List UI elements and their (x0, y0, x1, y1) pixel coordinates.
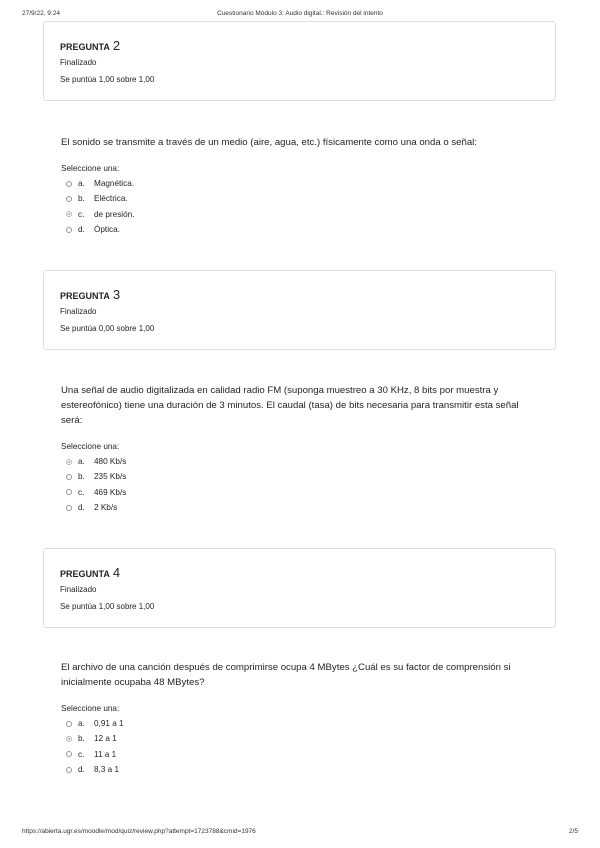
question-content (61, 135, 531, 237)
answer-letter: c. (78, 209, 85, 219)
print-document-title: Cuestionario Módulo 3: Audio digital.: Revisión del intento (217, 10, 383, 17)
answer-label: de presión. (94, 209, 135, 219)
radio-button[interactable] (66, 227, 72, 233)
print-url: https://abierta.ugr.es/moodle/mod/quiz/review.php?attempt=1723788&cmid=1976 (22, 828, 256, 835)
question-grade: Se puntúa 0,00 sobre 1,00 (60, 324, 155, 333)
answer-label: 2 Kb/s (94, 503, 118, 513)
answer-letter: b. (78, 734, 85, 744)
answer-label: Eléctrica. (94, 194, 128, 204)
answer-letter: c. (78, 749, 85, 759)
answer-letter: a. (78, 719, 85, 729)
answer-option[interactable] (61, 762, 531, 777)
question-text: El sonido se transmite a través de un medio (aire, agua, etc.) físicamente como una onda o señal: (61, 137, 477, 148)
answer-letter: d. (78, 225, 85, 235)
radio-button[interactable] (66, 474, 72, 480)
answer-option[interactable] (61, 176, 531, 191)
question-state: Finalizado (60, 585, 97, 594)
answer-letter: a. (78, 457, 85, 467)
question-info-card (43, 21, 556, 101)
page-number: 2/5 (568, 828, 578, 835)
answer-option[interactable] (61, 716, 531, 731)
answer-option[interactable] (61, 731, 531, 746)
answer-letter: a. (78, 179, 85, 189)
print-footer (22, 828, 578, 840)
answer-label: Óptica. (94, 225, 120, 235)
question-grade: Se puntúa 1,00 sobre 1,00 (60, 75, 155, 84)
answer-label: Magnética. (94, 179, 135, 189)
answer-option[interactable] (61, 469, 531, 484)
answer-option[interactable] (61, 207, 531, 222)
radio-button[interactable] (66, 181, 72, 187)
question-state: Finalizado (60, 58, 97, 67)
radio-button[interactable] (66, 196, 72, 202)
question-number: PREGUNTA 4 (60, 565, 121, 580)
answer-option[interactable] (61, 500, 531, 515)
radio-button-selected[interactable] (66, 736, 72, 742)
answer-letter: d. (78, 503, 85, 513)
question-content (61, 383, 531, 515)
answer-label: 480 Kb/s (94, 457, 127, 467)
radio-button[interactable] (66, 505, 72, 511)
answer-option[interactable] (61, 747, 531, 762)
question-content (61, 660, 531, 777)
radio-button[interactable] (66, 767, 72, 773)
answer-letter: b. (78, 472, 85, 482)
answer-option[interactable] (61, 454, 531, 469)
answer-label: 11 a 1 (94, 749, 117, 759)
answer-option[interactable] (61, 485, 531, 500)
answer-prompt: Seleccione una: (61, 164, 120, 173)
question-grade: Se puntúa 1,00 sobre 1,00 (60, 602, 155, 611)
answer-label: 8,3 a 1 (94, 765, 120, 775)
answer-label: 469 Kb/s (94, 487, 127, 497)
radio-button-selected[interactable] (66, 211, 72, 217)
question-number: PREGUNTA 3 (60, 287, 121, 302)
answer-prompt: Seleccione una: (61, 704, 120, 713)
answer-option[interactable] (61, 222, 531, 237)
answer-letter: d. (78, 765, 85, 775)
answer-label: 235 Kb/s (94, 472, 127, 482)
question-state: Finalizado (60, 307, 97, 316)
question-info-card (43, 548, 556, 628)
question-info-card (43, 270, 556, 350)
question-text: Una señal de audio digitalizada en calidad radio FM (suponga muestreo a 30 KHz, 8 bits por muestra y estereofónico) tiene una duración de 3 minutos. El caudal (tasa) de bits necesaria para transmitir esta señal será: (61, 385, 519, 426)
question-number: PREGUNTA 2 (60, 38, 121, 53)
answer-option[interactable] (61, 191, 531, 206)
radio-button[interactable] (66, 751, 72, 757)
answer-letter: c. (78, 487, 85, 497)
answer-letter: b. (78, 194, 85, 204)
radio-button[interactable] (66, 489, 72, 495)
radio-button[interactable] (66, 721, 72, 727)
answer-prompt: Seleccione una: (61, 442, 120, 451)
question-text: El archivo de una canción después de comprimirse ocupa 4 MBytes ¿Cuál es su factor de comprensión si inicialmente ocupaba 48 MBytes? (61, 662, 511, 688)
answer-label: 12 a 1 (94, 734, 117, 744)
print-date: 27/9/22, 9:24 (22, 10, 60, 17)
answer-label: 0,91 a 1 (94, 719, 124, 729)
radio-button-selected[interactable] (66, 459, 72, 465)
